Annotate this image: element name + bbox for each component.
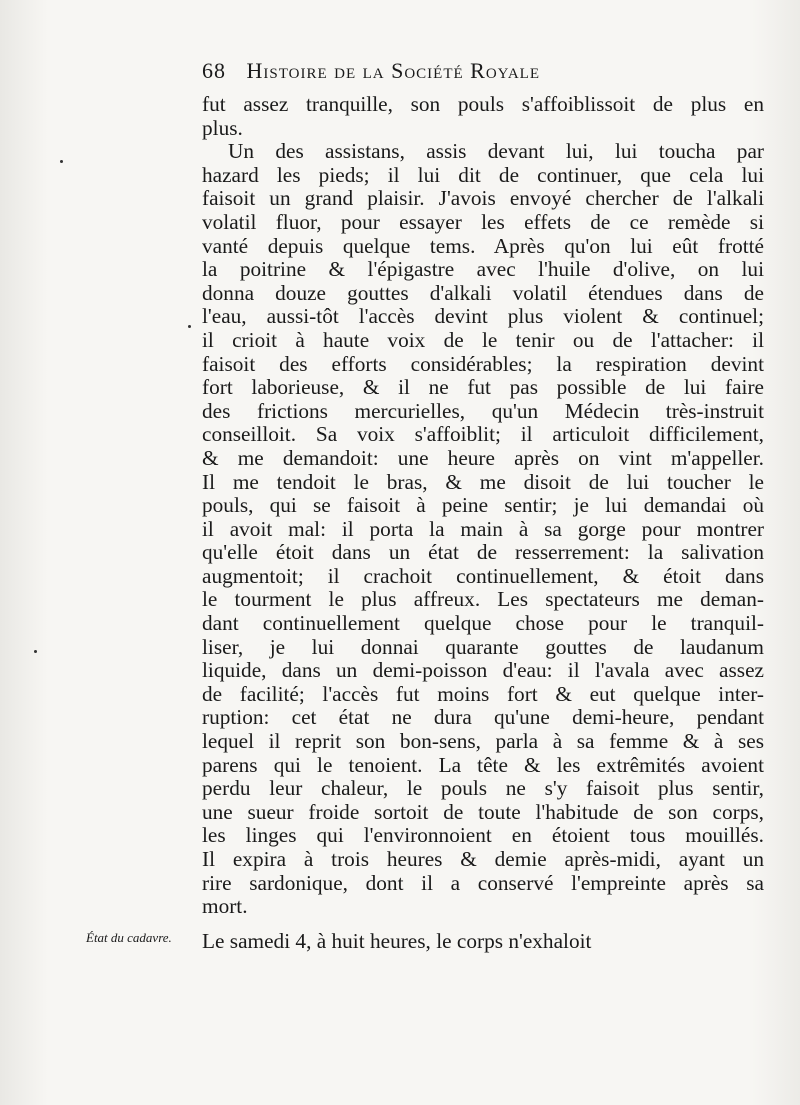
page-number: 68 <box>202 58 226 83</box>
text-line: volatil fluor, pour essayer les effets de ce remède si <box>202 210 764 234</box>
text-line: plus. <box>202 116 243 140</box>
text-line: augmentoit; il crachoit continuellement, & étoit dans <box>202 564 764 588</box>
text-line: de facilité; l'accès fut moins fort & eut quelque inter- <box>202 682 764 706</box>
text-line: perdu leur chaleur, le pouls ne s'y faisoit plus sentir, <box>202 777 764 801</box>
text-line: la poitrine & l'épigastre avec l'huile d'olive, on lui <box>202 258 764 282</box>
text-line: Un des assistans, assis devant lui, lui toucha par <box>228 140 764 164</box>
running-title: Histoire de la Société Royale <box>246 58 540 83</box>
text-line: une sueur froide sortoit de toute l'habitude de son corps, <box>202 800 764 824</box>
text-line: il crioit à haute voix de le tenir ou de l'attacher: il <box>202 328 764 352</box>
text-line: faisoit des efforts considérables; la respiration devint <box>202 352 764 376</box>
text-line: donna douze gouttes d'alkali volatil étendues dans de <box>202 281 764 305</box>
text-line: liquide, dans un demi-poisson d'eau: il l'avala avec assez <box>202 659 764 683</box>
text-line: fort laborieuse, & il ne fut pas possible de lui faire <box>202 376 764 400</box>
text-line: l'eau, aussi-tôt l'accès devint plus violent & continuel; <box>202 305 764 329</box>
text-line: dant continuellement quelque chose pour le tranquil- <box>202 612 764 636</box>
text-line: pouls, qui se faisoit à peine sentir; je lui demandai où <box>202 494 764 518</box>
body-text <box>202 93 764 919</box>
text-line: les linges qui l'environnoient en étoient tous mouillés. <box>202 824 764 848</box>
text-line: mort. <box>202 895 248 919</box>
margin-note: État du cadavre. <box>86 930 172 945</box>
text-line: Il me tendoit le bras, & me disoit de lui toucher le <box>202 470 764 494</box>
text-line: liser, je lui donnai quarante gouttes de laudanum <box>202 635 764 659</box>
text-line: Il expira à trois heures & demie après-midi, ayant un <box>202 848 764 871</box>
text-line: rire sardonique, dont il a conservé l'empreinte après sa <box>202 871 764 895</box>
text-line: des frictions mercurielles, qu'un Médecin très-instruit <box>202 399 764 423</box>
text-line: il avoit mal: il porta la main à sa gorge pour montrer <box>202 517 764 541</box>
text-line: qu'elle étoit dans un état de resserrement: la salivation <box>202 541 764 565</box>
text-line: parens qui le tenoient. La tête & les extrêmités avoient <box>202 753 764 777</box>
text-line: faisoit un grand plaisir. J'avois envoyé chercher de l'alkali <box>202 187 764 211</box>
text-line: le tourment le plus affreux. Les spectateurs me deman- <box>202 588 764 612</box>
running-header <box>202 58 762 84</box>
ink-speck <box>34 650 37 653</box>
text-line: & me demandoit: une heure après on vint m'appeller. <box>202 446 764 470</box>
ink-speck <box>60 160 63 163</box>
text-line: conseilloit. Sa voix s'affoiblit; il articuloit difficilement, <box>202 423 764 447</box>
ink-speck <box>188 325 191 328</box>
text-line: hazard les pieds; il lui dit de continuer, que cela lui <box>202 163 764 187</box>
final-line: Le samedi 4, à huit heures, le corps n'exhaloit <box>202 929 592 953</box>
text-line: lequel il reprit son bon-sens, parla à sa femme & à ses <box>202 730 764 754</box>
text-line: vanté depuis quelque tems. Après qu'on lui eût frotté <box>202 234 764 258</box>
text-line: ruption: cet état ne dura qu'une demi-heure, pendant <box>202 706 764 730</box>
text-line: fut assez tranquille, son pouls s'affoiblissoit de plus en <box>202 93 764 116</box>
